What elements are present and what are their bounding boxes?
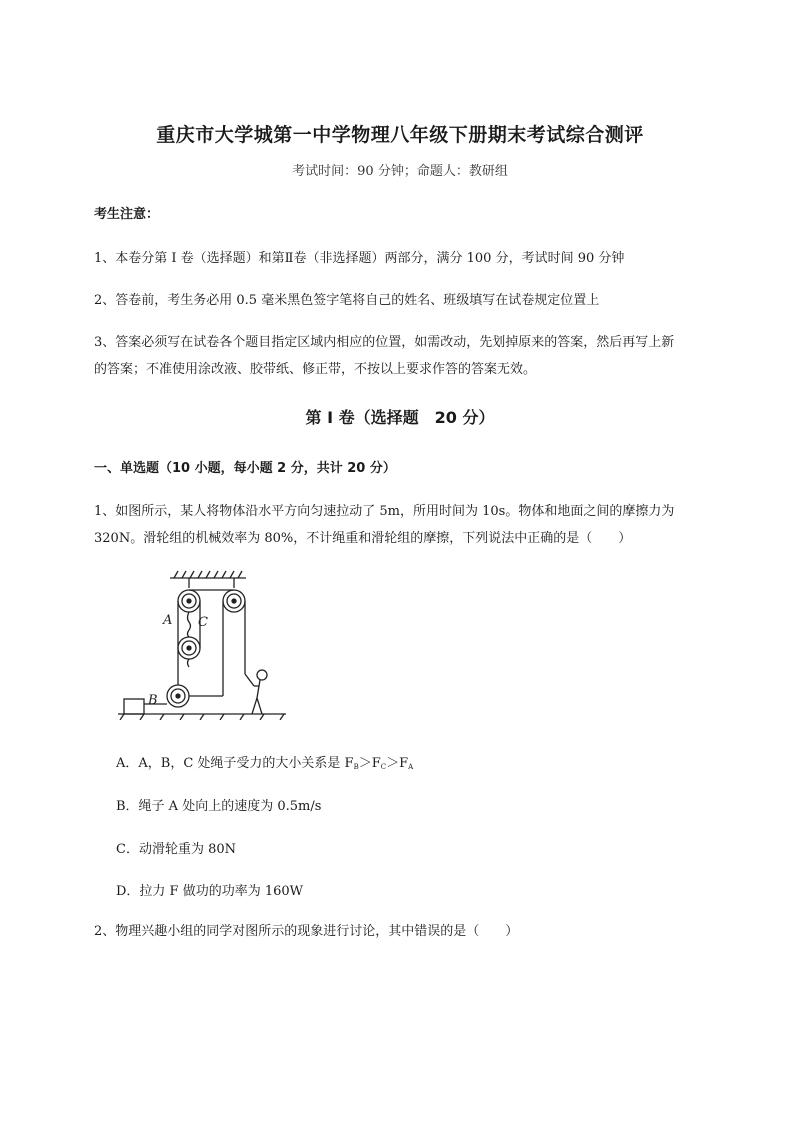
notice-item-2: 2、答卷前，考生务必用 0.5 毫米黑色签字笔将自己的姓名、班级填写在试卷规定位置上 (94, 293, 600, 308)
page-title: 重庆市大学城第一中学物理八年级下册期末考试综合测评 (156, 124, 644, 146)
question-1-text: 1、如图所示，某人将物体沿水平方向匀速拉动了 5m，所用时间为 10s。物体和地面之间的摩擦力为 (94, 504, 675, 519)
subscript-c: C (380, 763, 387, 771)
part-heading: 一、单选题（10 小题，每小题 2 分，共计 20 分） (94, 461, 396, 476)
question-2-text: 2、物理兴趣小组的同学对图所示的现象进行讨论，其中错误的是（ ） (94, 924, 519, 939)
pulley-system-figure (114, 568, 354, 720)
subscript-b: B (353, 763, 359, 771)
option-c[interactable]: C．动滑轮重为 80N (116, 842, 236, 857)
label-a: A (163, 613, 173, 628)
option-b[interactable]: B．绳子 A 处向上的速度为 0.5m/s (116, 799, 322, 814)
option-a[interactable] (116, 752, 413, 771)
subscript-a: A (408, 763, 414, 771)
notice-heading: 考生注意： (94, 207, 160, 222)
question-1-text-cont: 320N。滑轮组的机械效率为 80%，不计绳重和滑轮组的摩擦，下列说法中正确的是（ ） (94, 531, 632, 546)
notice-item-3: 3、答案必须写在试卷各个题目指定区域内相应的位置，如需改动，先划掉原来的答案，然后再写上新 (94, 335, 675, 350)
option-a-gt2: ＞F (386, 756, 409, 771)
notice-item-1: 1、本卷分第 I 卷（选择题）和第Ⅱ卷（非选择题）两部分，满分 100 分，考试时间 90 分钟 (94, 251, 625, 266)
section-title: 第 I 卷（选择题 20 分） (305, 408, 495, 427)
option-d[interactable]: D．拉力 F 做功的功率为 160W (116, 884, 304, 899)
exam-info: 考试时间：90 分钟；命题人：教研组 (292, 164, 508, 179)
notice-item-3-cont: 的答案；不准使用涂改液、胶带纸、修正带，不按以上要求作答的答案无效。 (94, 362, 537, 377)
option-a-text: A．A，B，C 处绳子受力的大小关系是 F (116, 756, 354, 771)
label-c: C (198, 615, 208, 630)
option-a-gt1: ＞F (358, 756, 381, 771)
label-b: B (148, 693, 158, 708)
